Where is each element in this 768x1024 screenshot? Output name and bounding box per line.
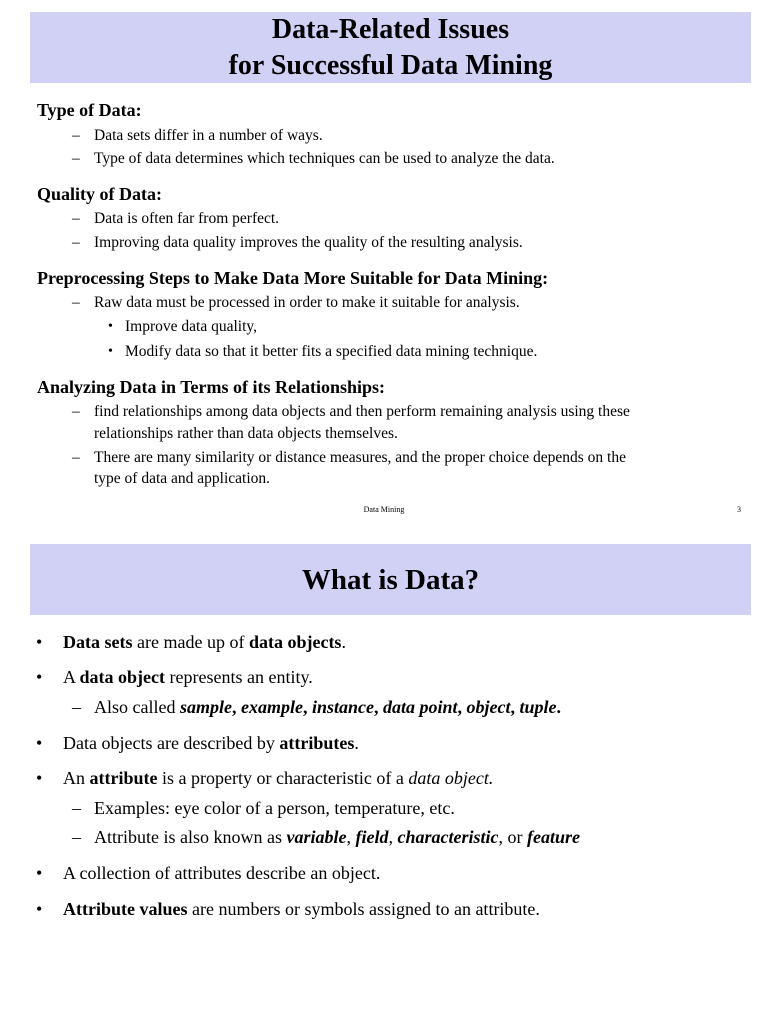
slide-title: What is Data? [301, 563, 480, 596]
dash-marker: – [72, 798, 81, 818]
term: field [355, 827, 389, 847]
bullet-marker: • [108, 319, 113, 334]
sub-list-item [94, 695, 561, 719]
list-item [63, 630, 346, 654]
term: Attribute values [63, 899, 188, 919]
sub-list-item: Modify data so that it better fits a specified data mining technique. [125, 343, 538, 360]
slide-what-is-data [0, 525, 768, 1024]
text-span: Data objects are described by [63, 733, 280, 753]
slide-footer: Data Mining [363, 505, 405, 514]
text-span: , [388, 827, 398, 847]
list-item [63, 665, 313, 689]
slide-title-line-1: Data-Related Issues [271, 13, 510, 45]
term: data object. [408, 768, 494, 788]
bullet-marker: • [36, 733, 43, 753]
text-span: A [63, 667, 80, 687]
heading-quality-of-data: Quality of Data: [37, 184, 162, 204]
text-span: represents an entity. [165, 667, 313, 687]
list-item: There are many similarity or distance measures, and the proper choice depends on the [94, 449, 626, 466]
bullet-marker: • [36, 899, 43, 919]
list-item-continued: type of data and application. [94, 470, 271, 487]
bullet-marker: • [36, 632, 43, 652]
list-item: find relationships among data objects and then perform remaining analysis using these [94, 403, 630, 420]
text-span: . [556, 697, 561, 717]
text-span: . [354, 733, 359, 753]
term: data point [382, 697, 458, 717]
sub-list-item: Improve data quality, [125, 318, 257, 335]
list-item: A collection of attributes describe an object. [63, 863, 381, 883]
dash-marker: – [72, 697, 81, 717]
heading-preprocessing-steps: Preprocessing Steps to Make Data More Suitable for Data Mining: [37, 268, 549, 288]
list-item [63, 766, 493, 790]
text-span: An [63, 768, 90, 788]
slide-title-line-2: for Successful Data Mining [228, 49, 553, 81]
list-item: Type of data determines which techniques can be used to analyze the data. [94, 150, 555, 167]
list-item: Improving data quality improves the quality of the resulting analysis. [94, 234, 523, 251]
text-span: , [457, 697, 467, 717]
bullet-marker: • [36, 667, 43, 687]
text-span: . [341, 632, 346, 652]
term: instance [311, 697, 374, 717]
dash-marker: – [72, 449, 80, 466]
text-span: is a property or characteristic of a [157, 768, 409, 788]
dash-marker: – [72, 403, 80, 420]
term: characteristic [397, 827, 499, 847]
term: attribute [89, 768, 158, 788]
text-span: , or [498, 827, 527, 847]
dash-marker: – [72, 127, 80, 144]
list-item-continued: relationships rather than data objects themselves. [94, 425, 398, 442]
bullet-marker: • [108, 344, 113, 359]
term: attributes [279, 733, 355, 753]
text-span: , [346, 827, 356, 847]
heading-analyzing-relationships: Analyzing Data in Terms of its Relationships: [37, 377, 386, 397]
list-item [63, 897, 540, 921]
list-item: Data sets differ in a number of ways. [94, 127, 323, 144]
dash-marker: – [72, 210, 80, 227]
sub-list-item [94, 825, 580, 849]
term: Data sets [63, 632, 133, 652]
term: feature [526, 827, 580, 847]
term: data object [79, 667, 165, 687]
dash-marker: – [72, 827, 81, 847]
slide-title-band [30, 544, 751, 615]
term: example [240, 697, 303, 717]
text-span: , [231, 697, 241, 717]
sub-list-item: Examples: eye color of a person, temperature, etc. [94, 798, 455, 818]
text-span: , [373, 697, 383, 717]
text-span: are made up of [132, 632, 249, 652]
slide-title-band [30, 12, 751, 83]
list-item: Data is often far from perfect. [94, 210, 280, 227]
text-span: Attribute is also known as [94, 827, 287, 847]
text-span: are numbers or symbols assigned to an attribute. [187, 899, 540, 919]
dash-marker: – [72, 234, 80, 251]
heading-type-of-data: Type of Data: [37, 100, 142, 120]
text-span: Also called [94, 697, 180, 717]
list-item: Raw data must be processed in order to make it suitable for analysis. [94, 294, 520, 311]
text-span: , [510, 697, 520, 717]
term: sample [179, 697, 232, 717]
dash-marker: – [72, 150, 80, 167]
page-number: 3 [737, 505, 741, 514]
term: object [466, 697, 511, 717]
dash-marker: – [72, 294, 80, 311]
text-span: , [302, 697, 312, 717]
term: tuple [519, 697, 557, 717]
term: data objects [248, 632, 342, 652]
list-item [63, 731, 359, 755]
term: variable [286, 827, 347, 847]
bullet-marker: • [36, 768, 43, 788]
bullet-marker: • [36, 863, 43, 883]
